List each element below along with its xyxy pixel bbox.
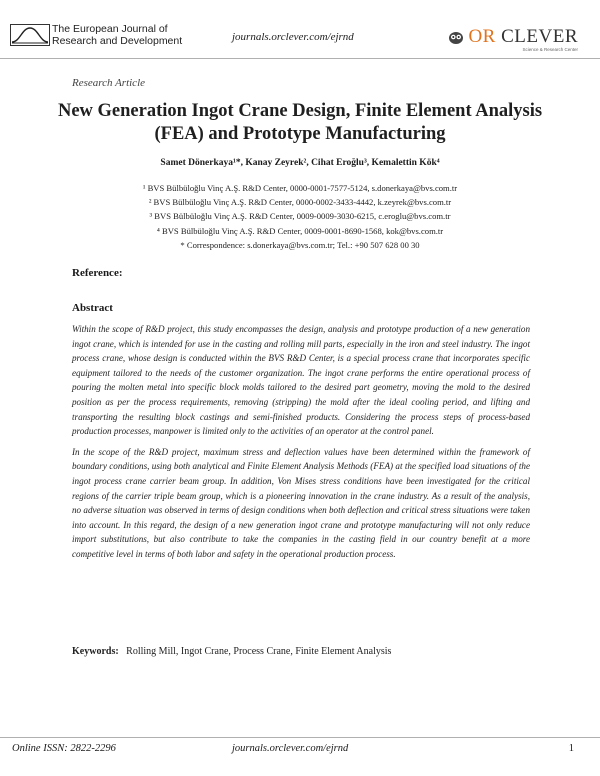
publisher-logo <box>448 26 578 52</box>
affiliation-3: ³ BVS Bülbüloğlu Vinç A.Ş. R&D Center, 0009-0009-3030-6215, c.eroglu@bvs.com.tr <box>149 211 451 222</box>
correspondence: * Correspondence: s.donerkaya@bvs.com.tr; Tel.: +90 507 628 00 30 <box>180 239 420 250</box>
publisher-name-or: OR <box>468 26 496 48</box>
journal-name <box>52 23 182 47</box>
affiliation-2: ² BVS Bülbüloğlu Vinç A.Ş. R&D Center, 0000-0002-3433-4442, k.zeyrek@bvs.com.tr <box>148 197 452 208</box>
abstract-paragraph-1: Within the scope of R&D project, this study encompasses the design, analysis and prototype production of a new generation ingot crane, which is intended for use in the casting and rolling mill parts, especially in the iron and steel industry. The ingot process crane, whose design is conducted within the BVS R&D Center, is a special process crane that incorporates specific equipment tailored to the needs of the customer organization. The ingot crane performs the entire operational process of pouring the molten metal into specific block molds tailored to the desired part geometry, moving the mold to the desired position as per the process requirements, removing (stripping) the mold after the ideal cooling period, and lifting and transporting the resulting block castings and semi-finished products. Considering the process steps of process-based production processes, manpower is limited only to the activities of an operator at the control panel. <box>72 324 530 437</box>
keywords-list: Rolling Mill, Ingot Crane, Process Crane, Finite Element Analysis <box>126 646 392 657</box>
abstract-body <box>72 322 530 568</box>
footer-url[interactable]: journals.orclever.com/ejrnd <box>232 743 349 754</box>
article-type: Research Article <box>72 77 146 89</box>
article-title: New Generation Ingot Crane Design, Finite Element Analysis (FEA) and Prototype Manufacturing <box>57 101 543 144</box>
reference-label: Reference: <box>72 267 123 279</box>
publisher-name <box>468 28 578 46</box>
journal-name-line2: Research and Development <box>52 35 183 47</box>
author-list: Samet Dönerkaya¹*, Kanay Zeyrek², Cihat Eroğlu³, Kemalettin Kök⁴ <box>160 158 440 168</box>
publisher-name-clever: CLEVER <box>501 26 578 48</box>
header-divider <box>0 58 600 59</box>
keywords-label: Keywords: <box>72 646 119 657</box>
affiliations <box>40 181 560 252</box>
journal-name-line1: The European Journal of <box>52 23 168 35</box>
footer-issn: Online ISSN: 2822-2296 <box>12 743 116 754</box>
owl-icon <box>448 30 464 44</box>
bell-curve-icon <box>10 24 50 46</box>
abstract-paragraph-2: In the scope of the R&D project, maximum stress and deflection values have been determined within the framework of boundary conditions, using both analytical and Finite Element Analysis Methods (FEA) at the specified load situations of the ingot process crane carrier beam group. In addition, Von Mises stress conditions have been investigated for the critical regions of the carrier triple beam group, which is a pioneering innovation in the crane industry. As a result of the analysis, no adverse situation was observed in terms of design conditions when both deflection and critical stress situations were taken into account. In this regard, the design of a new generation ingot crane and prototype manufacturing will not only reduce import substitutions, but also contribute to take the companies in the casting field in our country benefit at a more competitive level in terms of both labor and safety in the operational production process. <box>72 446 530 559</box>
affiliation-1: ¹ BVS Bülbüloğlu Vinç A.Ş. R&D Center, 0000-0001-7577-5124, s.donerkaya@bvs.com.tr <box>142 183 458 193</box>
keywords <box>72 646 530 657</box>
page-number: 1 <box>568 743 574 754</box>
affiliation-4: ⁴ BVS Bülbüloğlu Vinç A.Ş. R&D Center, 0009-0001-8690-1568, kok@bvs.com.tr <box>156 225 444 236</box>
publisher-tagline: Science & Research Center <box>522 47 578 52</box>
footer-divider <box>0 737 600 738</box>
journal-url[interactable]: journals.orclever.com/ejrnd <box>232 31 354 43</box>
page-header <box>0 0 600 60</box>
abstract-heading: Abstract <box>72 302 113 314</box>
